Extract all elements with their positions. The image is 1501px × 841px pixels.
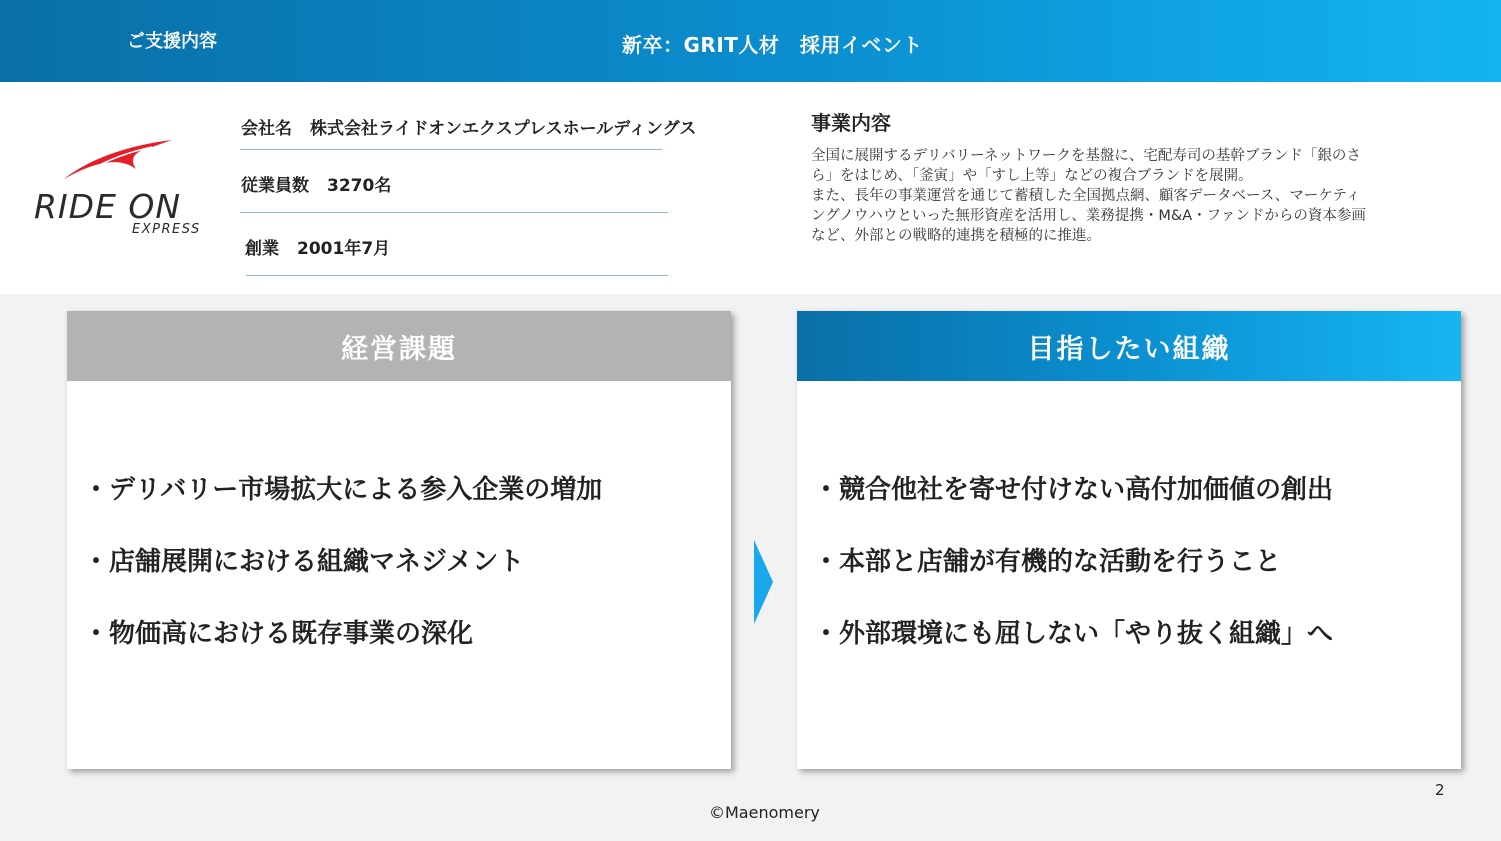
company-name-label: 会社名 <box>241 119 292 139</box>
header-bar <box>0 0 1501 82</box>
business-title: 事業内容 <box>811 111 891 135</box>
employees-label: 従業員数 <box>241 176 309 196</box>
goal-item: ・競合他社を寄せ付けない高付加価値の創出 <box>813 475 1334 505</box>
logo-sub: EXPRESS <box>132 222 201 237</box>
founded-label: 創業 <box>245 239 279 259</box>
founded-row <box>245 234 390 259</box>
section-label: ご支援内容 <box>127 31 217 52</box>
founded-value: 2001年7月 <box>297 239 391 259</box>
employees-value: 3270名 <box>327 176 392 196</box>
company-name-row <box>241 114 696 139</box>
business-description <box>811 146 1461 246</box>
divider <box>240 149 662 150</box>
arrow-right-icon <box>754 540 774 624</box>
employees-row <box>241 171 391 196</box>
company-info <box>0 82 1501 294</box>
page-number: 2 <box>1435 781 1445 799</box>
business-line: ングノウハウといった無形資産を活用し、業務提携・M&A・ファンドからの資本参画 <box>811 208 1366 224</box>
goal-item: ・外部環境にも屈しない「やり抜く組織」へ <box>813 619 1334 649</box>
logo-brand: RIDE ON <box>34 187 182 226</box>
issue-item: ・デリバリー市場拡大による参入企業の増加 <box>83 475 603 505</box>
business-line: また、長年の事業運営を通じて蓄積した全国拠点網、顧客データベース、マーケティ <box>811 188 1361 204</box>
logo-swoosh-icon <box>34 137 174 187</box>
event-title: 新卒：GRIT人材 採用イベント <box>622 33 923 57</box>
goals-list <box>813 469 1333 685</box>
issues-panel <box>67 311 731 769</box>
issue-item: ・店舗展開における組織マネジメント <box>83 547 525 577</box>
issues-list <box>83 469 602 685</box>
goals-title: 目指したい組織 <box>797 311 1461 381</box>
company-logo <box>34 137 206 237</box>
divider <box>240 212 668 213</box>
divider <box>246 275 668 276</box>
copyright: ©Maenomery <box>709 803 820 822</box>
business-line: ら」をはじめ、「釜寅」や「すし上等」などの複合ブランドを展開。 <box>811 168 1253 184</box>
company-name-value: 株式会社ライドオンエクスプレスホールディングス <box>310 119 697 139</box>
issue-item: ・物価高における既存事業の深化 <box>83 619 474 649</box>
issues-title: 経営課題 <box>67 311 731 381</box>
goal-item: ・本部と店舗が有機的な活動を行うこと <box>813 547 1282 577</box>
goals-panel <box>797 311 1461 769</box>
business-line: など、外部との戦略的連携を積極的に推進。 <box>811 228 1101 244</box>
business-line: 全国に展開するデリバリーネットワークを基盤に、宅配寿司の基幹ブランド「銀のさ <box>811 148 1361 164</box>
